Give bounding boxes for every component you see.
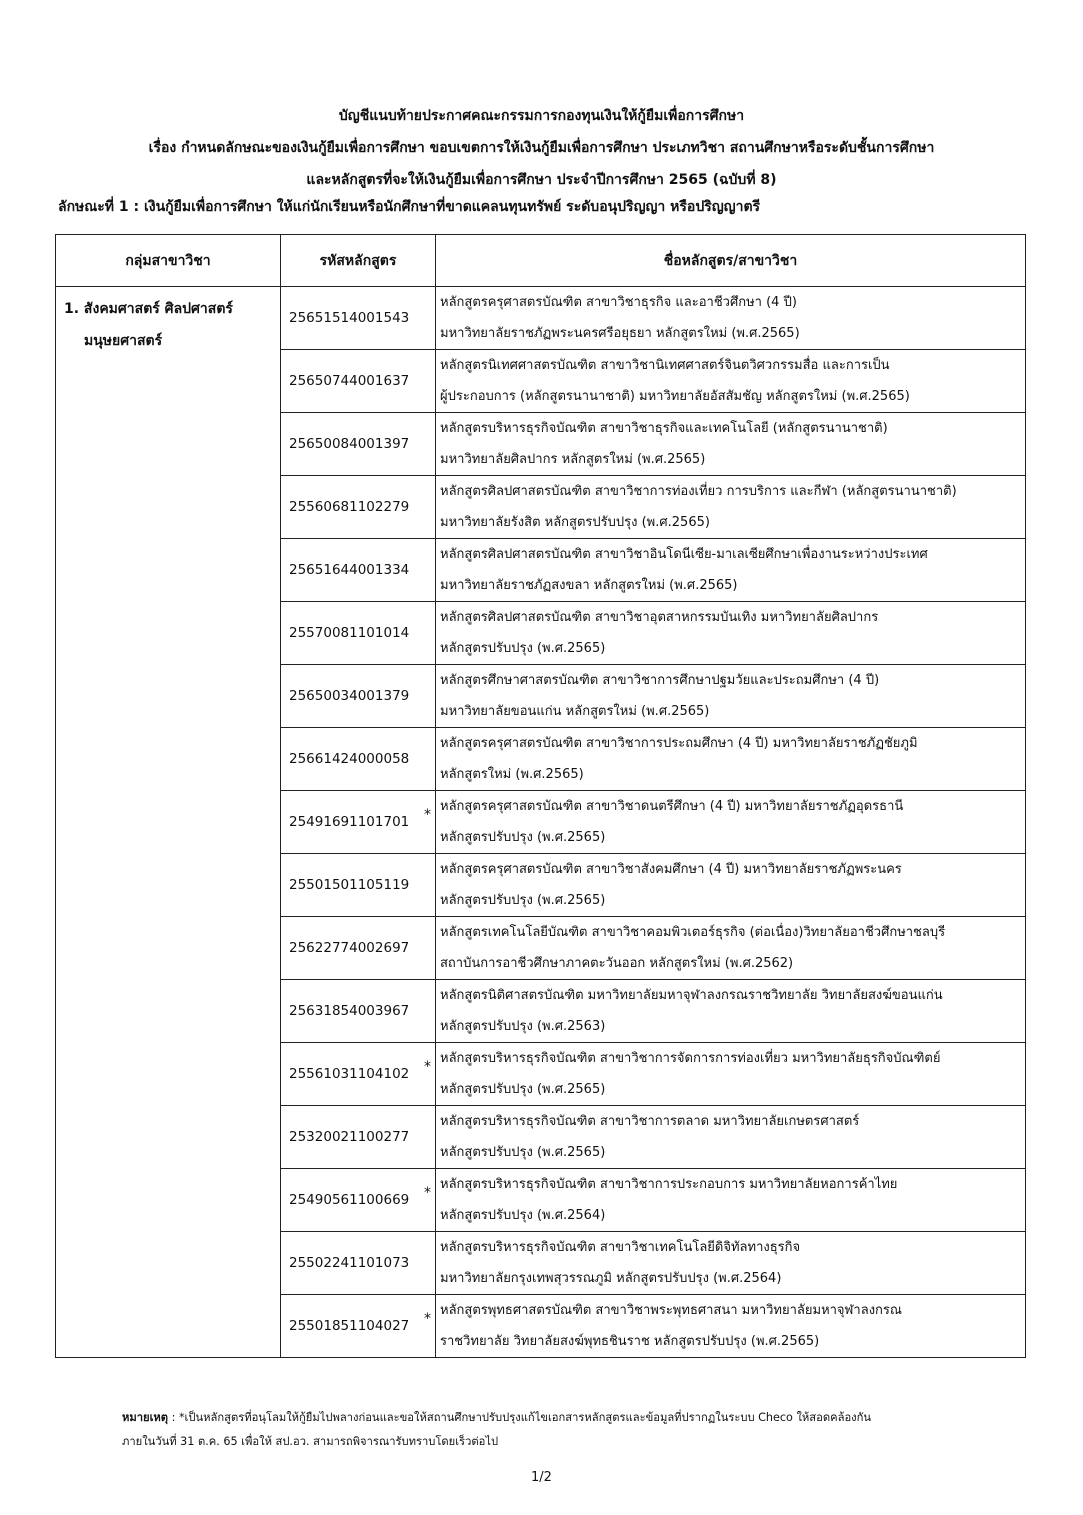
- course-code-cell: [281, 1232, 436, 1295]
- course-name: หลักสูตรบริหารธุรกิจบัณฑิต สาขาวิชาการประกอบการ มหาวิทยาลัยหอการค้าไทย: [440, 1177, 898, 1192]
- footnote-label: หมายเหตุ: [122, 1411, 169, 1424]
- course-code-cell: [281, 602, 436, 665]
- course-code: 25560681102279: [289, 499, 410, 515]
- course-name-cont: สถาบันการอาชีวศึกษาภาคตะวันออก หลักสูตรใหม่ (พ.ศ.2562): [440, 956, 794, 971]
- column-header-name: ชื่อหลักสูตร/สาขาวิชา: [436, 235, 1026, 287]
- course-name-cell: [436, 602, 1026, 665]
- document-header: [40, 100, 1043, 196]
- course-name-cont: หลักสูตรปรับปรุง (พ.ศ.2564): [440, 1208, 606, 1223]
- footnote-text-cont: ภายในวันที่ 31 ต.ค. 65 เพื่อให้ สป.อว. สามารถพิจารณารับทราบโดยเร็วต่อไป: [122, 1435, 499, 1448]
- course-name-cont: มหาวิทยาลัยขอนแก่น หลักสูตรใหม่ (พ.ศ.2565): [440, 704, 710, 719]
- course-name-cont: มหาวิทยาลัยราชภัฏพระนครศรีอยุธยา หลักสูตรใหม่ (พ.ศ.2565): [440, 326, 800, 341]
- course-name: หลักสูตรศิลปศาสตรบัณฑิต สาขาวิชาอุตสาหกรรมบันเทิง มหาวิทยาลัยศิลปากร: [440, 610, 879, 625]
- provisional-marker: *: [424, 807, 431, 823]
- course-code-cell: [281, 1043, 436, 1106]
- course-code: 25501501105119: [289, 877, 410, 893]
- course-code: 25561031104102: [289, 1066, 410, 1082]
- course-name: หลักสูตรบริหารธุรกิจบัณฑิต สาขาวิชาการตลาด มหาวิทยาลัยเกษตรศาสตร์: [440, 1114, 860, 1129]
- course-code-cell: [281, 476, 436, 539]
- course-name: หลักสูตรนิติศาสตรบัณฑิต มหาวิทยาลัยมหาจุฬาลงกรณราชวิทยาลัย วิทยาลัยสงฆ์ขอนแก่น: [440, 988, 943, 1003]
- curriculum-table: [55, 234, 1026, 1358]
- course-name: หลักสูตรครุศาสตรบัณฑิต สาขาวิชาธุรกิจ และอาชีวศึกษา (4 ปี): [440, 295, 797, 310]
- course-name-cont: มหาวิทยาลัยรังสิต หลักสูตรปรับปรุง (พ.ศ.2565): [440, 515, 710, 530]
- course-name-cont: หลักสูตรปรับปรุง (พ.ศ.2565): [440, 641, 606, 656]
- course-name: หลักสูตรครุศาสตรบัณฑิต สาขาวิชาสังคมศึกษา (4 ปี) มหาวิทยาลัยราชภัฏพระนคร: [440, 862, 902, 877]
- course-code: 25501851104027: [289, 1318, 410, 1334]
- course-code-cell: [281, 665, 436, 728]
- course-code-cell: [281, 917, 436, 980]
- course-code-cell: [281, 1106, 436, 1169]
- group-cell: [56, 287, 281, 1358]
- course-name-cont: หลักสูตรปรับปรุง (พ.ศ.2565): [440, 1145, 606, 1160]
- footnote-text: : *เป็นหลักสูตรที่อนุโลมให้กู้ยืมไปพลางก่อนและขอให้สถานศึกษาปรับปรุงแก้ไขเอกสารหลักสูตรและข้อมูลที่ปรากฏในระบบ Checo ให้สอดคล้องกัน: [168, 1411, 872, 1424]
- table-header-row: [56, 235, 1026, 287]
- column-header-group: กลุ่มสาขาวิชา: [56, 235, 281, 287]
- course-name-cell: [436, 1043, 1026, 1106]
- course-code-cell: [281, 854, 436, 917]
- header-subject-cont: และหลักสูตรที่จะให้เงินกู้ยืมเพื่อการศึกษา ประจำปีการศึกษา 2565 (ฉบับที่ 8): [306, 172, 777, 188]
- course-name-cell: [436, 1169, 1026, 1232]
- course-code: 25491691101701: [289, 814, 410, 830]
- course-name-cont: มหาวิทยาลัยกรุงเทพสุวรรณภูมิ หลักสูตรปรับปรุง (พ.ศ.2564): [440, 1271, 782, 1286]
- course-name-cell: [436, 413, 1026, 476]
- course-name-cont: ราชวิทยาลัย วิทยาลัยสงฆ์พุทธชินราช หลักสูตรปรับปรุง (พ.ศ.2565): [440, 1334, 820, 1349]
- course-name: หลักสูตรบริหารธุรกิจบัณฑิต สาขาวิชาการจัดการการท่องเที่ยว มหาวิทยาลัยธุรกิจบัณฑิตย์: [440, 1051, 941, 1066]
- group-label-cont: มนุษยศาสตร์: [84, 333, 163, 349]
- course-name-cell: [436, 791, 1026, 854]
- provisional-marker: *: [424, 1059, 431, 1075]
- course-name: หลักสูตรครุศาสตรบัณฑิต สาขาวิชาดนตรีศึกษา (4 ปี) มหาวิทยาลัยราชภัฏอุดรธานี: [440, 799, 904, 814]
- course-name: หลักสูตรพุทธศาสตรบัณฑิต สาขาวิชาพระพุทธศาสนา มหาวิทยาลัยมหาจุฬาลงกรณ: [440, 1303, 902, 1318]
- course-code-cell: [281, 980, 436, 1043]
- course-code: 25651514001543: [289, 310, 410, 326]
- course-name-cont: หลักสูตรปรับปรุง (พ.ศ.2565): [440, 893, 606, 908]
- course-name-cell: [436, 350, 1026, 413]
- provisional-marker: *: [424, 1311, 431, 1327]
- course-name: หลักสูตรบริหารธุรกิจบัณฑิต สาขาวิชาเทคโนโลยีดิจิทัลทางธุรกิจ: [440, 1240, 801, 1255]
- course-name-cell: [436, 1106, 1026, 1169]
- group-label: 1. สังคมศาสตร์ ศิลปศาสตร์: [64, 301, 233, 317]
- course-name-cell: [436, 1232, 1026, 1295]
- course-name-cont: หลักสูตรปรับปรุง (พ.ศ.2563): [440, 1019, 606, 1034]
- course-code: 25320021100277: [289, 1129, 410, 1145]
- course-name: หลักสูตรเทคโนโลยีบัณฑิต สาขาวิชาคอมพิวเตอร์ธุรกิจ (ต่อเนื่อง)วิทยาลัยอาชีวศึกษาชลบุรี: [440, 925, 946, 940]
- header-title: บัญชีแนบท้ายประกาศคณะกรรมการกองทุนเงินให้กู้ยืมเพื่อการศึกษา: [338, 108, 745, 124]
- course-code: 25650034001379: [289, 688, 410, 704]
- course-code: 25650744001637: [289, 373, 410, 389]
- course-name-cell: [436, 665, 1026, 728]
- course-name-cont: มหาวิทยาลัยราชภัฏสงขลา หลักสูตรใหม่ (พ.ศ.2565): [440, 578, 738, 593]
- course-name: หลักสูตรบริหารธุรกิจบัณฑิต สาขาวิชาธุรกิจและเทคโนโลยี (หลักสูตรนานาชาติ): [440, 421, 888, 436]
- course-name-cont: หลักสูตรใหม่ (พ.ศ.2565): [440, 767, 584, 782]
- course-name-cell: [436, 854, 1026, 917]
- course-code-cell: [281, 1169, 436, 1232]
- course-code-cell: [281, 1295, 436, 1358]
- course-code-cell: [281, 728, 436, 791]
- course-name: หลักสูตรครุศาสตรบัณฑิต สาขาวิชาการประถมศึกษา (4 ปี) มหาวิทยาลัยราชภัฏชัยภูมิ: [440, 736, 918, 751]
- course-code: 25661424000058: [289, 751, 410, 767]
- course-name: หลักสูตรศิลปศาสตรบัณฑิต สาขาวิชาอินโดนีเซีย-มาเลเซียศึกษาเพื่องานระหว่างประเทศ: [440, 547, 928, 562]
- course-code: 25490561100669: [289, 1192, 410, 1208]
- course-name-cont: ผู้ประกอบการ (หลักสูตรนานาชาติ) มหาวิทยาลัยอัสสัมชัญ หลักสูตรใหม่ (พ.ศ.2565): [440, 389, 910, 404]
- course-name: หลักสูตรศึกษาศาสตรบัณฑิต สาขาวิชาการศึกษาปฐมวัยและประถมศึกษา (4 ปี): [440, 673, 880, 688]
- course-code: 25570081101014: [289, 625, 410, 641]
- course-name: หลักสูตรนิเทศศาสตรบัณฑิต สาขาวิชานิเทศศาสตร์จินตวิศวกรรมสื่อ และการเป็น: [440, 358, 890, 373]
- page-number: 1/2: [531, 1470, 552, 1485]
- course-name-cell: [436, 1295, 1026, 1358]
- course-code-cell: [281, 287, 436, 350]
- criteria-heading: ลักษณะที่ 1 : เงินกู้ยืมเพื่อการศึกษา ให้แก่นักเรียนหรือนักศึกษาที่ขาดแคลนทุนทรัพย์ ระดับอนุปริญญา หรือปริญญาตรี: [58, 199, 761, 215]
- course-code-cell: [281, 791, 436, 854]
- course-name-cell: [436, 539, 1026, 602]
- course-name-cont: มหาวิทยาลัยศิลปากร หลักสูตรใหม่ (พ.ศ.2565): [440, 452, 706, 467]
- course-name-cell: [436, 728, 1026, 791]
- column-header-code: รหัสหลักสูตร: [281, 235, 436, 287]
- course-code: 25631854003967: [289, 1003, 410, 1019]
- course-code: 25502241101073: [289, 1255, 410, 1271]
- header-subject: เรื่อง กำหนดลักษณะของเงินกู้ยืมเพื่อการศึกษา ขอบเขตการให้เงินกู้ยืมเพื่อการศึกษา ประเภทวิชา สถานศึกษาหรือระดับชั้นการศึกษา: [148, 140, 935, 156]
- course-code-cell: [281, 539, 436, 602]
- course-name: หลักสูตรศิลปศาสตรบัณฑิต สาขาวิชาการท่องเที่ยว การบริการ และกีฬา (หลักสูตรนานาชาติ): [440, 484, 957, 499]
- course-name-cell: [436, 476, 1026, 539]
- course-name-cont: หลักสูตรปรับปรุง (พ.ศ.2565): [440, 1082, 606, 1097]
- course-code-cell: [281, 350, 436, 413]
- course-name-cell: [436, 980, 1026, 1043]
- course-name-cell: [436, 917, 1026, 980]
- course-name-cont: หลักสูตรปรับปรุง (พ.ศ.2565): [440, 830, 606, 845]
- course-code-cell: [281, 413, 436, 476]
- provisional-marker: *: [424, 1185, 431, 1201]
- course-code: 25650084001397: [289, 436, 410, 452]
- footnote: [122, 1406, 1022, 1454]
- course-name-cell: [436, 287, 1026, 350]
- table-row: [56, 287, 1026, 350]
- course-code: 25651644001334: [289, 562, 410, 578]
- course-code: 25622774002697: [289, 940, 410, 956]
